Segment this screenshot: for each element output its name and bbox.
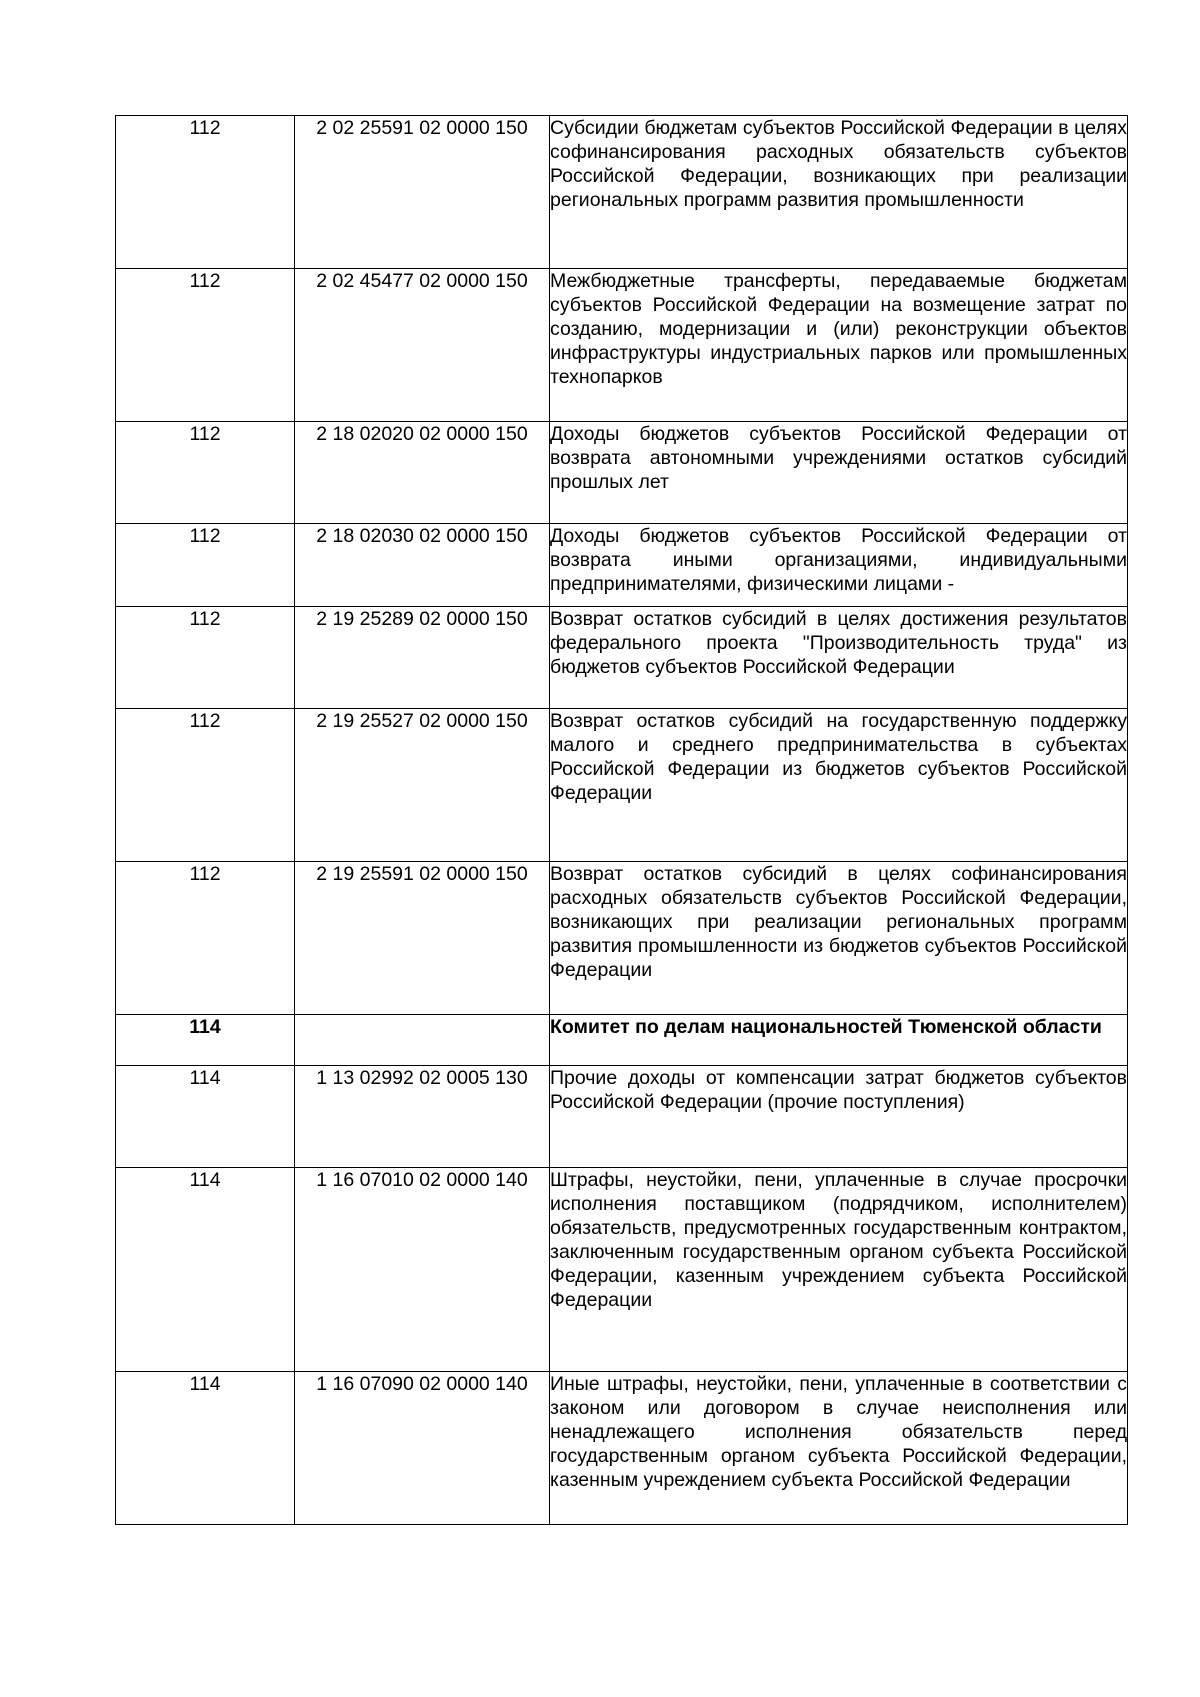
table-row <box>116 1372 1128 1525</box>
table-row <box>116 862 1128 1015</box>
table-row <box>116 709 1128 862</box>
admin-code-cell: 114 <box>116 1015 295 1066</box>
admin-code-cell: 112 <box>116 269 295 422</box>
description-cell: Доходы бюджетов субъектов Российской Федерации от возврата автономными учреждениями остатков субсидий прошлых лет <box>550 422 1128 524</box>
table-row <box>116 422 1128 524</box>
admin-code-cell: 114 <box>116 1168 295 1372</box>
description-cell: Межбюджетные трансферты, передаваемые бюджетам субъектов Российской Федерации на возмещение затрат по созданию, модернизации и (или) реконструкции объектов инфраструктуры индустриальных парков или промышленных технопарков <box>550 269 1128 422</box>
admin-code-cell: 112 <box>116 422 295 524</box>
revenue-code-cell: 2 18 02020 02 0000 150 <box>295 422 550 524</box>
table-row <box>116 1066 1128 1168</box>
description-cell: Возврат остатков субсидий на государственную поддержку малого и среднего предпринимательства в субъектах Российской Федерации из бюджетов субъектов Российской Федерации <box>550 709 1128 862</box>
description-cell: Возврат остатков субсидий в целях достижения результатов федерального проекта "Производительность труда" из бюджетов субъектов Российской Федерации <box>550 607 1128 709</box>
table-row <box>116 269 1128 422</box>
table-row <box>116 524 1128 607</box>
admin-code-cell: 112 <box>116 607 295 709</box>
table-row <box>116 1168 1128 1372</box>
description-cell: Доходы бюджетов субъектов Российской Федерации от возврата иными организациями, индивидуальными предпринимателями, физическими лицами - <box>550 524 1128 607</box>
revenue-code-cell: 2 02 45477 02 0000 150 <box>295 269 550 422</box>
revenue-code-cell: 1 13 02992 02 0005 130 <box>295 1066 550 1168</box>
admin-code-cell: 114 <box>116 1066 295 1168</box>
description-cell: Возврат остатков субсидий в целях софинансирования расходных обязательств субъектов Российской Федерации, возникающих при реализации региональных программ развития промышленности из бюджетов субъектов Российской Федерации <box>550 862 1128 1015</box>
description-cell: Прочие доходы от компенсации затрат бюджетов субъектов Российской Федерации (прочие поступления) <box>550 1066 1128 1168</box>
admin-code-cell: 112 <box>116 709 295 862</box>
admin-code-cell: 112 <box>116 116 295 269</box>
description-cell: Штрафы, неустойки, пени, уплаченные в случае просрочки исполнения поставщиком (подрядчиком, исполнителем) обязательств, предусмотренных государственным контрактом, заключенным государственным органом субъекта Российской Федерации, казенным учреждением субъекта Российской Федерации <box>550 1168 1128 1372</box>
table-row <box>116 607 1128 709</box>
revenue-code-cell: 2 18 02030 02 0000 150 <box>295 524 550 607</box>
description-cell: Субсидии бюджетам субъектов Российской Федерации в целях софинансирования расходных обязательств субъектов Российской Федерации, возникающих при реализации региональных программ развития промышленности <box>550 116 1128 269</box>
revenue-code-cell: 2 19 25591 02 0000 150 <box>295 862 550 1015</box>
administrator-name-cell: Комитет по делам национальностей Тюменской области <box>550 1015 1128 1066</box>
admin-code-cell: 112 <box>116 524 295 607</box>
admin-code-cell: 114 <box>116 1372 295 1525</box>
revenue-code-cell: 2 19 25289 02 0000 150 <box>295 607 550 709</box>
revenue-code-cell: 2 02 25591 02 0000 150 <box>295 116 550 269</box>
revenue-code-cell: 1 16 07010 02 0000 140 <box>295 1168 550 1372</box>
revenue-code-cell: 2 19 25527 02 0000 150 <box>295 709 550 862</box>
description-cell: Иные штрафы, неустойки, пени, уплаченные в соответствии с законом или договором в случае неисполнения или ненадлежащего исполнения обязательств перед государственным органом субъекта Российской Федерации, казенным учреждением субъекта Российской Федерации <box>550 1372 1128 1525</box>
section-header-row <box>116 1015 1128 1066</box>
table-row <box>116 116 1128 269</box>
revenue-code-cell <box>295 1015 550 1066</box>
revenue-codes-table <box>115 115 1128 1525</box>
revenue-code-cell: 1 16 07090 02 0000 140 <box>295 1372 550 1525</box>
admin-code-cell: 112 <box>116 862 295 1015</box>
